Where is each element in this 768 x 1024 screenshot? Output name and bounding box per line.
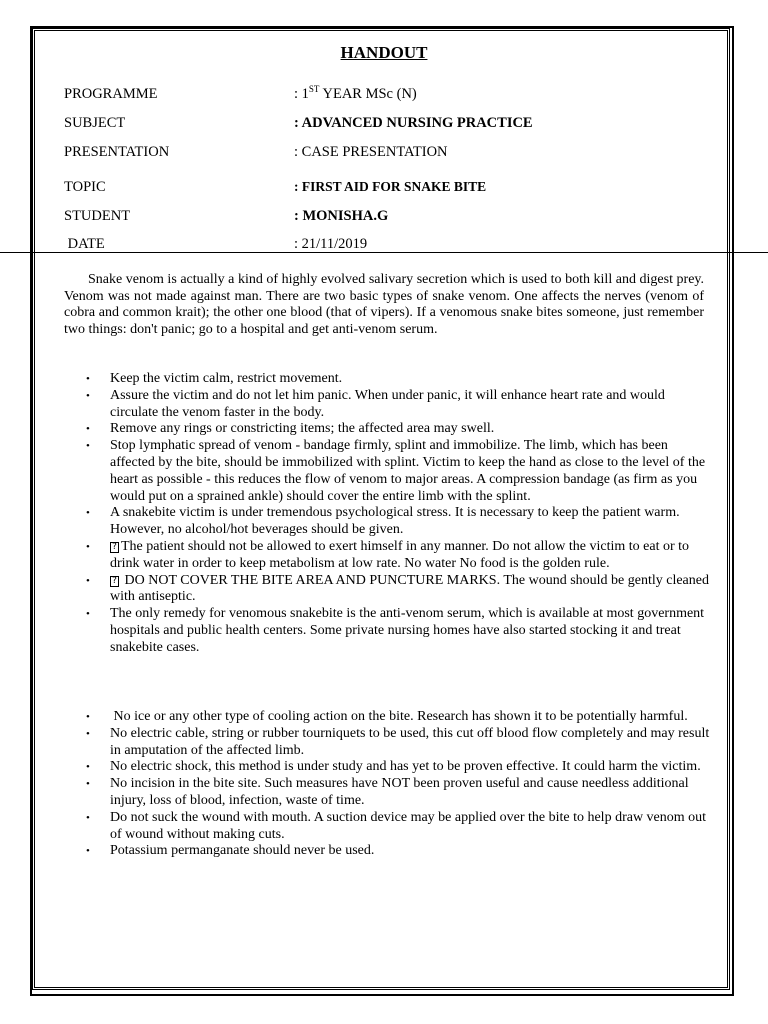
bullet-icon: • xyxy=(86,761,90,774)
list-item: • No incision in the bite site. Such measures have NOT been proven useful and cause needless additional injury, loss of blood, infection, waste of time. xyxy=(86,776,689,808)
bullet-icon: • xyxy=(86,711,90,723)
first-aid-list xyxy=(64,371,710,657)
list-item: • No electric shock, this method is under study and has yet to be proven effective. It could harm the victim. xyxy=(86,759,701,775)
meta-label: STUDENT xyxy=(64,208,131,224)
intro-paragraph: Snake venom is actually a kind of highly evolved salivary secretion which is used to both kill and digest prey. Venom was not made against man. There are two basic types of snake venom. One affects the nerves (venom of cobra and common krait); the other one blood (that of vipers). If a venomous snake bites someone, just remember two things: don't panic; go to a hospital and get anti-venom serum. xyxy=(64,272,704,337)
missing-glyph-icon: ? xyxy=(110,542,119,553)
bullet-icon: • xyxy=(86,727,90,740)
list-item: • Stop lymphatic spread of venom - bandage firmly, splint and immobilize. The limb, which has been affected by the bite, should be immobilized with splint. Victim to keep the hand as close to the level of the heart as possible - this reduces the flow of venom to major areas. A compression bandage (as firm as you would put on a sprained ankle) should cover the entire limb with the splint. xyxy=(86,438,706,504)
meta-label: SUBJECT xyxy=(64,115,126,131)
meta-label: DATE xyxy=(64,236,105,252)
list-item: • Potassium permanganate should never be used. xyxy=(86,843,375,859)
meta-label: TOPIC xyxy=(64,179,106,195)
list-item: • No ice or any other type of cooling action on the bite. Research has shown it to be potentially harmful. xyxy=(86,709,688,724)
bullet-icon: • xyxy=(86,845,90,858)
meta-label: PROGRAMME xyxy=(64,86,158,102)
bullet-icon: • xyxy=(86,440,90,453)
missing-glyph-icon: ? xyxy=(110,576,119,587)
list-item: • ? DO NOT COVER THE BITE AREA AND PUNCTURE MARKS. The wound should be gently cleaned with antiseptic. xyxy=(86,572,709,605)
list-item: • ? The patient should not be allowed to exert himself in any manner. Do not allow the victim to eat or to drink water in order to keep metabolism at low rate. No water No food is the golden rule. xyxy=(86,538,690,571)
bullet-icon: • xyxy=(86,389,90,402)
list-item: • Do not suck the wound with mouth. A suction device may be applied over the bite to help draw venom out of wound without making cuts. xyxy=(86,809,707,842)
list-item: • Assure the victim and do not let him panic. When under panic, it will enhance heart rate and would circulate the venom faster in the body. xyxy=(86,387,665,420)
list-item: • No electric cable, string or rubber tourniquets to be used, this cut off blood flow completely and may result in amputation of the affected limb. xyxy=(86,725,710,758)
header-divider xyxy=(0,252,768,253)
bullet-icon: • xyxy=(86,507,90,520)
bullet-icon: • xyxy=(86,811,90,824)
meta-value: : 1ST YEAR MSc (N) xyxy=(294,84,417,102)
meta-value: : ADVANCED NURSING PRACTICE xyxy=(294,115,533,131)
do-not-list xyxy=(64,709,710,860)
bullet-icon: • xyxy=(86,574,90,587)
list-item: • A snakebite victim is under tremendous psychological stress. It is necessary to keep the patient warm. However, no alcohol/hot beverages should be given. xyxy=(86,505,680,538)
bullet-icon: • xyxy=(86,373,90,385)
bullet-icon: • xyxy=(86,423,90,436)
handout-title: HANDOUT xyxy=(340,43,428,62)
list-item: • Keep the victim calm, restrict movement. xyxy=(86,371,343,386)
list-item: • The only remedy for venomous snakebite is the anti-venom serum, which is available at most government hospitals and public health centers. Some private nursing homes have also started stocking it and treat snakebite cases. xyxy=(86,606,705,655)
list-item: • Remove any rings or constricting items; the affected area may swell. xyxy=(86,421,495,437)
meta-label: PRESENTATION xyxy=(64,144,170,160)
bullet-icon: • xyxy=(86,540,90,553)
meta-value: : MONISHA.G xyxy=(294,208,389,224)
meta-value: : CASE PRESENTATION xyxy=(294,144,448,160)
bullet-icon: • xyxy=(86,778,90,791)
meta-value: : 21/11/2019 xyxy=(294,236,368,252)
meta-value: : FIRST AID FOR SNAKE BITE xyxy=(294,179,487,194)
bullet-icon: • xyxy=(86,608,90,621)
